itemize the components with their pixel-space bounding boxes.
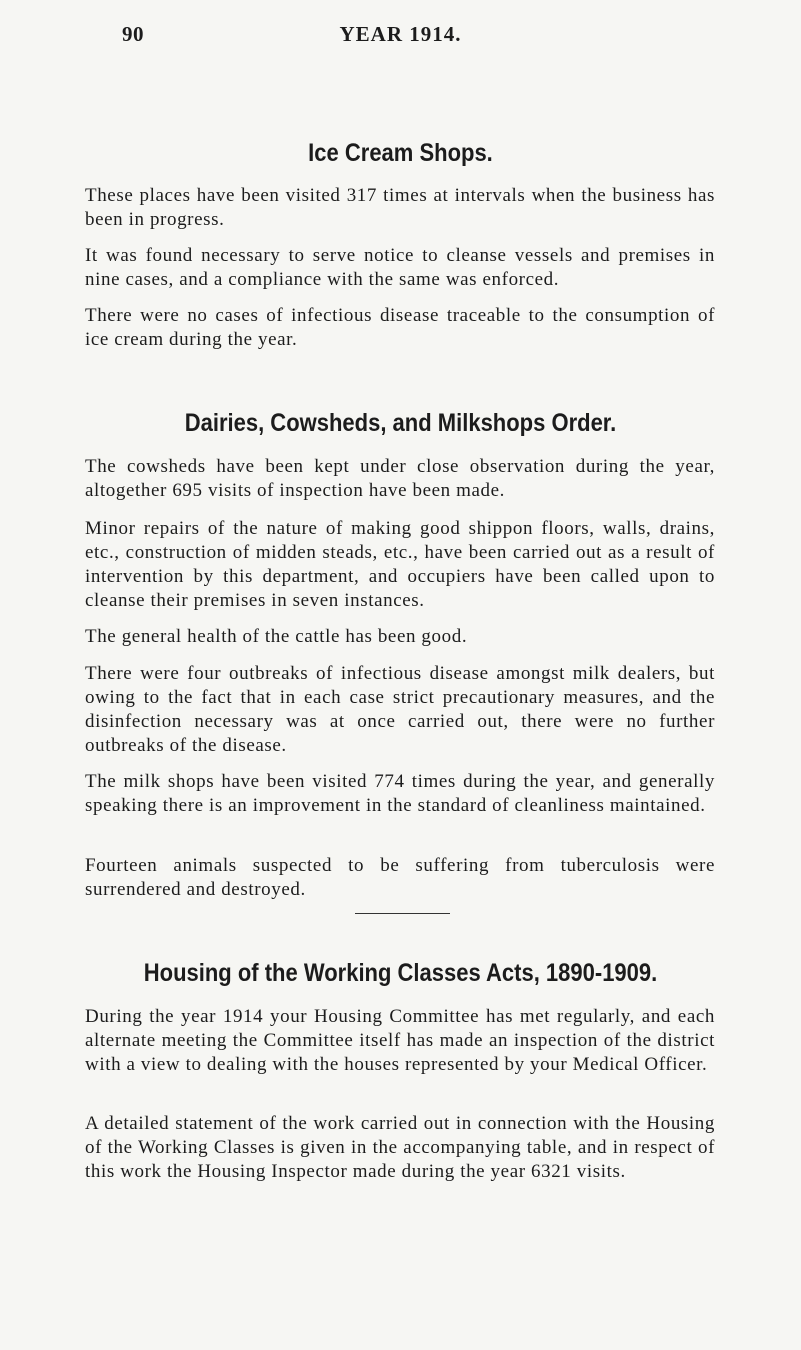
- paragraph: There were four outbreaks of infectious disease amongst milk dealers, but owing to the fact that in each case strict precautionary measures, and the disinfection necessary was at once carried out, there were no further outbreaks of the disease.: [85, 663, 715, 756]
- page-header: [0, 22, 801, 52]
- section-heading-ice-cream-shops: Ice Cream Shops.: [308, 138, 493, 167]
- paragraph: A detailed statement of the work carried out in connection with the Housing of the Working Classes is given in the accompanying table, and in respect of this work the Housing Inspector made during the year 6321 visits.: [85, 1113, 715, 1182]
- paragraph: The cowsheds have been kept under close observation during the year, altogether 695 visits of inspection have been made.: [85, 456, 715, 501]
- running-title: YEAR 1914.: [339, 22, 462, 46]
- paragraph: Fourteen animals suspected to be suffering from tuberculosis were surrendered and destroyed.: [85, 855, 715, 900]
- paragraph: It was found necessary to serve notice to cleanse vessels and premises in nine cases, and a compliance with the same was enforced.: [85, 245, 715, 290]
- section-heading-housing-acts: Housing of the Working Classes Acts, 1890-1909.: [143, 958, 658, 987]
- section-divider: [355, 913, 450, 914]
- paragraph: During the year 1914 your Housing Committee has met regularly, and each alternate meeting the Committee itself has made an inspection of the district with a view to dealing with the houses represented by your Medical Officer.: [85, 1006, 715, 1075]
- paragraph: These places have been visited 317 times at intervals when the business has been in progress.: [85, 185, 715, 230]
- paragraph: The general health of the cattle has been good.: [85, 626, 468, 647]
- section-heading-dairies-cowsheds: Dairies, Cowsheds, and Milkshops Order.: [184, 408, 617, 437]
- paragraph: The milk shops have been visited 774 times during the year, and generally speaking there is an improvement in the standard of cleanliness maintained.: [85, 771, 715, 816]
- paragraph: There were no cases of infectious disease traceable to the consumption of ice cream during the year.: [85, 305, 715, 350]
- paragraph: Minor repairs of the nature of making good shippon floors, walls, drains, etc., construction of midden steads, etc., have been carried out as a result of intervention by this department, and occupiers have been called upon to cleanse their premises in seven instances.: [85, 518, 715, 611]
- page-number: 90: [122, 22, 144, 46]
